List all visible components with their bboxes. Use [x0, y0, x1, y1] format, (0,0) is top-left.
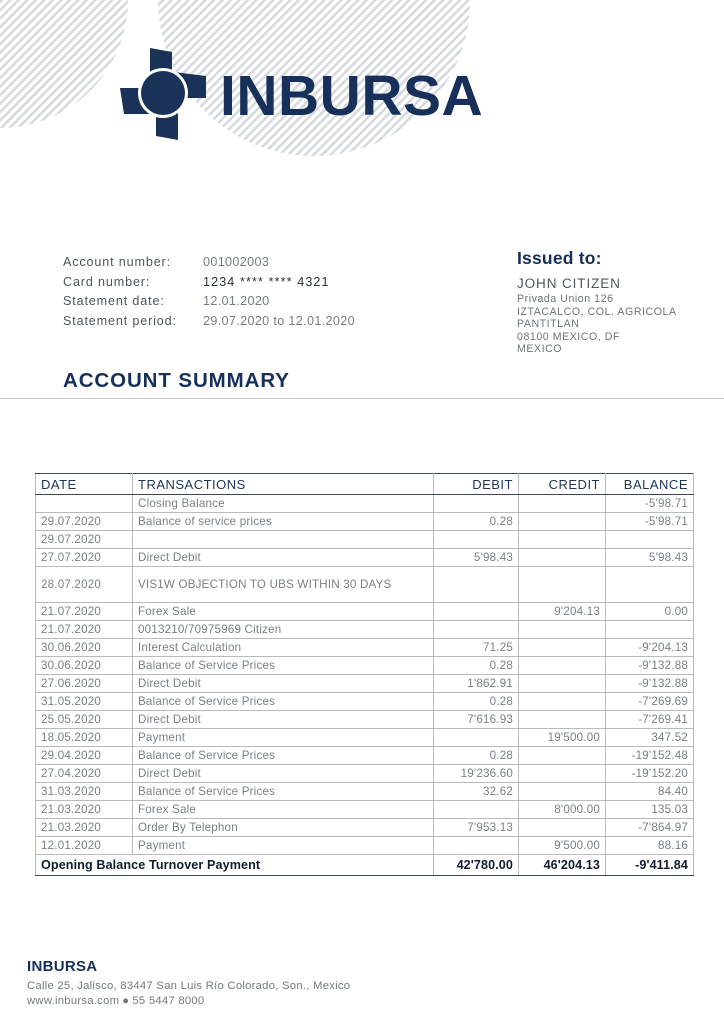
cell-balance [606, 567, 694, 603]
cell-debit [434, 531, 519, 549]
cell-transaction: Closing Balance [133, 495, 434, 513]
total-row [36, 855, 694, 876]
cell-transaction: Payment [133, 729, 434, 747]
cell-credit [519, 531, 606, 549]
cell-transaction: Payment [133, 837, 434, 855]
cell-debit: 5'98.43 [434, 549, 519, 567]
cell-date: 27.07.2020 [36, 549, 133, 567]
card-number-value: 1234 **** **** 4321 [203, 274, 330, 289]
table-header [36, 474, 694, 495]
cell-balance: -7'864.97 [606, 819, 694, 837]
cell-balance: 0.00 [606, 603, 694, 621]
cell-debit: 19'236.60 [434, 765, 519, 783]
cell-debit: 32.62 [434, 783, 519, 801]
table-row [36, 567, 694, 603]
account-info-row [63, 273, 355, 293]
column-header-transactions: TRANSACTIONS [133, 474, 434, 495]
table-header-row [36, 474, 694, 495]
recipient-name: JOHN CITIZEN [517, 276, 621, 291]
card-number-label: Card number: [63, 274, 151, 289]
cell-balance: -9'132.88 [606, 675, 694, 693]
cell-credit [519, 711, 606, 729]
table-row [36, 729, 694, 747]
table-footer [36, 855, 694, 876]
cell-date: 31.05.2020 [36, 693, 133, 711]
cell-date [36, 495, 133, 513]
cell-transaction: Balance of Service Prices [133, 657, 434, 675]
cell-credit: 9'204.13 [519, 603, 606, 621]
cell-date: 30.06.2020 [36, 657, 133, 675]
cell-transaction: Forex Sale [133, 801, 434, 819]
table-row [36, 765, 694, 783]
cell-date: 29.07.2020 [36, 513, 133, 531]
table-row [36, 549, 694, 567]
cell-transaction: 0013210/70975969 Citizen [133, 621, 434, 639]
table-row [36, 531, 694, 549]
statement-date-label: Statement date: [63, 294, 165, 309]
statement-period-value: 29.07.2020 to 12.01.2020 [203, 313, 355, 328]
cell-debit: 71.25 [434, 639, 519, 657]
issued-to-block [517, 248, 677, 356]
cell-transaction: Direct Debit [133, 549, 434, 567]
statement-date-value: 12.01.2020 [203, 294, 270, 309]
cell-transaction [133, 531, 434, 549]
cell-credit [519, 639, 606, 657]
cell-transaction: Direct Debit [133, 675, 434, 693]
cell-transaction: Balance of service prices [133, 513, 434, 531]
cell-credit [519, 693, 606, 711]
cell-balance: -5'98.71 [606, 513, 694, 531]
cell-credit [519, 747, 606, 765]
cell-debit [434, 837, 519, 855]
table-row [36, 639, 694, 657]
cell-date: 27.04.2020 [36, 765, 133, 783]
bullet-separator-icon: ● [122, 995, 130, 1007]
cell-balance: -5'98.71 [606, 495, 694, 513]
cell-credit [519, 567, 606, 603]
cell-balance: -19'152.20 [606, 765, 694, 783]
table-row [36, 675, 694, 693]
cell-balance: -9'132.88 [606, 657, 694, 675]
footer-contact [27, 994, 350, 1009]
cell-debit: 0.28 [434, 513, 519, 531]
account-info-block [63, 253, 355, 331]
cell-credit [519, 657, 606, 675]
statement-period-label: Statement period: [63, 313, 177, 328]
cell-debit [434, 801, 519, 819]
column-header-date: DATE [36, 474, 133, 495]
account-summary-table-wrapper [35, 473, 693, 876]
table-row [36, 495, 694, 513]
table-row [36, 621, 694, 639]
cell-debit: 0.28 [434, 657, 519, 675]
cell-date: 31.03.2020 [36, 783, 133, 801]
cell-balance: -19'152.48 [606, 747, 694, 765]
footer-brand: INBURSA [27, 958, 98, 975]
cell-transaction: Order By Telephon [133, 819, 434, 837]
cell-date: 21.07.2020 [36, 603, 133, 621]
cell-balance [606, 531, 694, 549]
cell-date: 21.03.2020 [36, 801, 133, 819]
cell-debit: 7'953.13 [434, 819, 519, 837]
section-divider [0, 398, 724, 399]
cell-debit: 0.28 [434, 693, 519, 711]
cell-transaction: VIS1W OBJECTION TO UBS WITHIN 30 DAYS [133, 567, 434, 603]
footer-address: Calle 25, Jalisco, 83447 San Luis Río Colorado, Son., Mexico [27, 980, 351, 992]
cell-debit: 0.28 [434, 747, 519, 765]
account-number-label: Account number: [63, 255, 171, 269]
document-footer [27, 958, 350, 1009]
cell-balance [606, 621, 694, 639]
cell-date: 28.07.2020 [36, 567, 133, 603]
cell-debit [434, 495, 519, 513]
column-header-credit: CREDIT [519, 474, 606, 495]
cell-date: 18.05.2020 [36, 729, 133, 747]
cell-date: 29.04.2020 [36, 747, 133, 765]
cell-transaction: Direct Debit [133, 711, 434, 729]
table-row [36, 819, 694, 837]
cell-date: 12.01.2020 [36, 837, 133, 855]
cell-balance: 5'98.43 [606, 549, 694, 567]
cell-date: 21.07.2020 [36, 621, 133, 639]
recipient-address-line: IZTACALCO, COL. AGRICOLA [517, 305, 677, 318]
cell-credit [519, 765, 606, 783]
cell-credit: 9'500.00 [519, 837, 606, 855]
table-row [36, 783, 694, 801]
cell-transaction: Balance of Service Prices [133, 747, 434, 765]
cell-balance: -7'269.69 [606, 693, 694, 711]
brand-logo [116, 46, 483, 146]
recipient-address-line: 08100 MEXICO, DF [517, 330, 621, 343]
table-row [36, 747, 694, 765]
footer-website[interactable]: www.inbursa.com [27, 995, 120, 1007]
page-title: ACCOUNT SUMMARY [63, 369, 290, 392]
account-number-value: 001002003 [203, 255, 270, 269]
cell-credit: 8'000.00 [519, 801, 606, 819]
cell-balance: 135.03 [606, 801, 694, 819]
account-info-row [63, 292, 355, 312]
cell-transaction: Balance of Service Prices [133, 783, 434, 801]
cell-credit [519, 513, 606, 531]
table-row [36, 837, 694, 855]
cell-date: 21.03.2020 [36, 819, 133, 837]
cell-credit [519, 675, 606, 693]
recipient-address-line: MEXICO [517, 343, 563, 356]
cell-credit: 19'500.00 [519, 729, 606, 747]
cell-credit [519, 783, 606, 801]
total-balance: -9'411.84 [606, 855, 694, 876]
recipient-address-line: PANTITLAN [517, 318, 580, 331]
cell-date: 25.05.2020 [36, 711, 133, 729]
table-row [36, 693, 694, 711]
table-row [36, 657, 694, 675]
total-debit: 42'780.00 [434, 855, 519, 876]
document-header [0, 0, 724, 190]
cell-transaction: Forex Sale [133, 603, 434, 621]
cell-date: 30.06.2020 [36, 639, 133, 657]
table-row [36, 801, 694, 819]
column-header-debit: DEBIT [434, 474, 519, 495]
cell-credit [519, 549, 606, 567]
total-label: Opening Balance Turnover Payment [36, 855, 434, 876]
cell-balance: -9'204.13 [606, 639, 694, 657]
footer-phone: 55 5447 8000 [132, 995, 205, 1007]
cell-date: 29.07.2020 [36, 531, 133, 549]
table-row [36, 513, 694, 531]
cell-balance: 347.52 [606, 729, 694, 747]
column-header-balance: BALANCE [606, 474, 694, 495]
table-body [36, 495, 694, 855]
cell-balance: 84.40 [606, 783, 694, 801]
cell-debit: 7'616.93 [434, 711, 519, 729]
table-row [36, 603, 694, 621]
cell-debit [434, 603, 519, 621]
recipient-address-line: Privada Union 126 [517, 293, 614, 305]
cell-debit [434, 621, 519, 639]
cell-debit [434, 567, 519, 603]
cell-transaction: Balance of Service Prices [133, 693, 434, 711]
cell-transaction: Interest Calculation [133, 639, 434, 657]
cell-balance: 88.16 [606, 837, 694, 855]
cell-credit [519, 819, 606, 837]
brand-wordmark: INBURSA [220, 63, 484, 128]
cell-balance: -7'269.41 [606, 711, 694, 729]
inbursa-pinwheel-cross-logo-icon [116, 46, 212, 146]
cell-credit [519, 495, 606, 513]
cell-transaction: Direct Debit [133, 765, 434, 783]
cell-date: 27.06.2020 [36, 675, 133, 693]
cell-debit: 1'862.91 [434, 675, 519, 693]
account-info-row [63, 253, 355, 273]
issued-to-title: Issued to: [517, 248, 602, 268]
table-row [36, 711, 694, 729]
cell-credit [519, 621, 606, 639]
total-credit: 46'204.13 [519, 855, 606, 876]
cell-debit [434, 729, 519, 747]
account-info-row [63, 312, 355, 332]
transactions-table [35, 473, 694, 876]
